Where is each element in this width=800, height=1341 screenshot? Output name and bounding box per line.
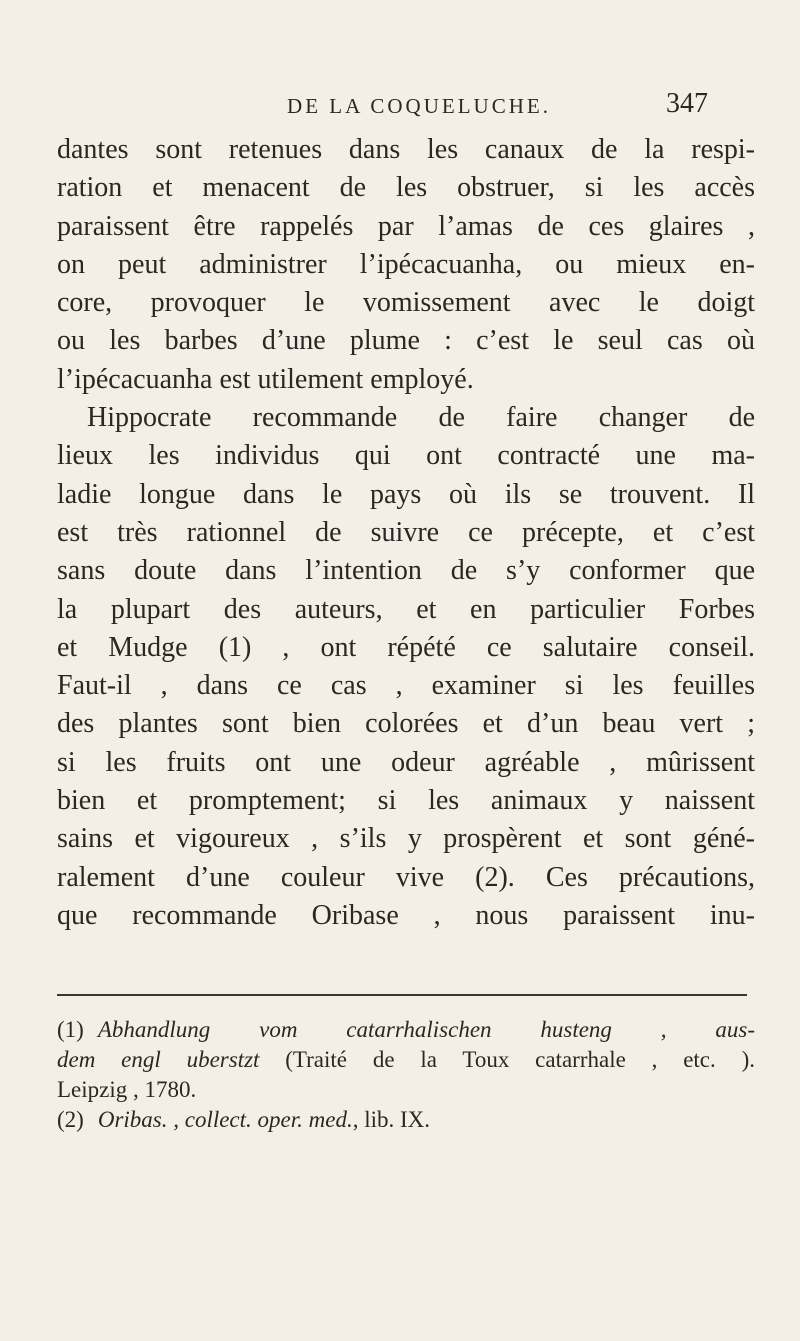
text-line: on peut administrer l’ipécacuanha, ou mieux en- xyxy=(57,248,755,280)
text-line: core, provoquer le vomissement avec le doigt xyxy=(57,287,755,319)
footnote-1-place: Leipzig , 1780. xyxy=(57,1077,197,1102)
footnote-text: (Traité de la Toux catarrhale , etc. ). xyxy=(285,1047,755,1072)
footnote-divider xyxy=(57,994,747,996)
footnotes xyxy=(57,1015,755,1135)
text-line: ralement d’une couleur vive (2). Ces précautions, xyxy=(57,861,755,893)
text-line: ration et menacent de les obstruer, si les accès xyxy=(57,172,755,204)
text-line: l’ipécacuanha est utilement employé. xyxy=(57,363,474,395)
body-text xyxy=(57,131,755,935)
text-line: des plantes sont bien colorées et d’un beau vert ; xyxy=(57,708,755,740)
running-head xyxy=(130,88,708,128)
footnote-1-continued xyxy=(57,1045,755,1075)
footnote-1 xyxy=(57,1015,755,1045)
text-line: sans doute dans l’intention de s’y conformer que xyxy=(57,555,755,587)
text-line: dantes sont retenues dans les canaux de la respi- xyxy=(57,134,755,165)
text-line: sains et vigoureux , s’ils y prospèrent et sont géné- xyxy=(57,823,755,855)
footnote-title-continued: dem engl uberstzt xyxy=(57,1047,260,1072)
running-title: DE LA COQUELUCHE. xyxy=(287,94,551,118)
text-line: paraissent être rappelés par l’amas de ces glaires , xyxy=(57,210,755,242)
text-line: que recommande Oribase , nous paraissent inu- xyxy=(57,899,755,931)
footnote-number: (1) xyxy=(57,1017,84,1042)
footnote-title: Abhandlung vom catarrhalischen husteng , aus- xyxy=(97,1017,755,1042)
text-line: la plupart des auteurs, et en particulier Forbes xyxy=(57,593,755,625)
text-line: Hippocrate recommande de faire changer de xyxy=(87,402,755,434)
text-line: bien et promptement; si les animaux y naissent xyxy=(57,785,755,817)
footnote-title: Oribas. , collect. oper. med. xyxy=(97,1107,353,1132)
footnote-text: , lib. IX. xyxy=(352,1107,431,1132)
text-line: ou les barbes d’une plume : c’est le seul cas où xyxy=(57,325,755,357)
text-line: si les fruits ont une odeur agréable , mûrissent xyxy=(57,746,755,778)
text-line: et Mudge (1) , ont répété ce salutaire conseil. xyxy=(57,631,755,663)
footnote-2 xyxy=(57,1105,755,1135)
footnote-number: (2) xyxy=(57,1107,84,1132)
page-number: 347 xyxy=(666,88,708,119)
text-line: ladie longue dans le pays où ils se trouvent. Il xyxy=(57,478,755,510)
text-line: lieux les individus qui ont contracté une ma- xyxy=(57,440,755,472)
text-line: est très rationnel de suivre ce précepte, et c’est xyxy=(57,516,755,548)
text-line: Faut-il , dans ce cas , examiner si les feuilles xyxy=(57,670,755,702)
